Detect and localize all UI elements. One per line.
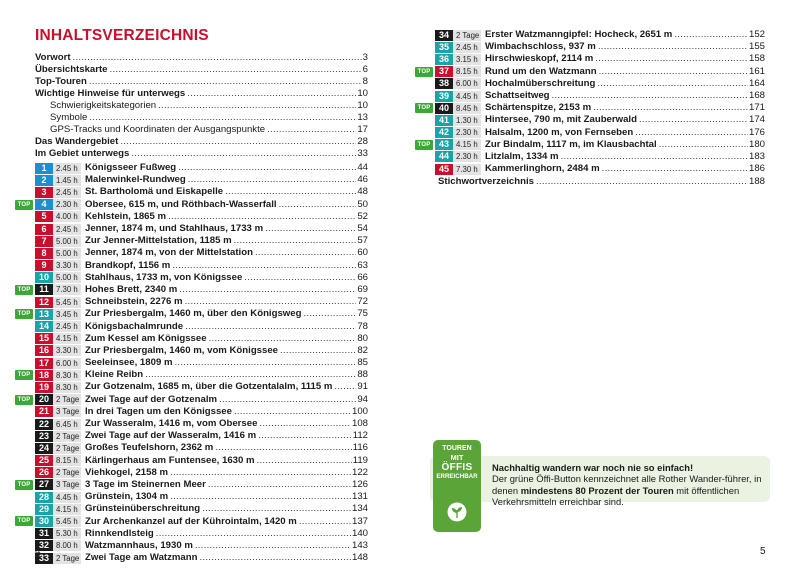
tour-duration: 6.45 h [53,419,81,430]
tour-number: 25 [35,455,53,466]
tour-name: Malerwinkel-Rundweg [85,174,186,186]
toc-entry-page: 10 [357,88,368,99]
tour-entry[interactable] [35,235,368,247]
tour-page: 78 [357,320,368,332]
tour-entry[interactable] [35,430,368,442]
tour-duration: 2.45 h [453,42,481,53]
tour-page: 46 [357,174,368,186]
tour-entry[interactable] [35,211,368,223]
tour-page: 44 [357,162,368,174]
tour-name: Kärlingerhaus am Funtensee, 1630 m [85,454,255,466]
toc-entry[interactable] [35,64,368,76]
tour-page: 75 [357,308,368,320]
toc-entry-page: 3 [362,52,368,63]
toc-general [35,52,368,160]
tour-page: 137 [351,515,368,527]
tour-name: Zwei Tage auf der Gotzenalm [85,393,218,405]
tour-page: 116 [352,442,368,454]
tour-number: 34 [435,30,453,41]
tour-number: 9 [35,260,53,271]
tour-page: 168 [748,90,765,102]
tour-number: 10 [35,272,53,283]
tour-name: Schneibstein, 2276 m [85,296,183,308]
toc-entry-label: GPS-Tracks und Koordinaten der Ausgangspunkte [50,124,266,135]
tour-number: 33 [35,553,53,564]
tour-name: Brandkopf, 1156 m [85,259,171,271]
tour-name: Rund um den Watzmann [485,65,597,77]
tour-page: 186 [748,163,765,175]
tour-name: Zwei Tage am Watzmann [85,552,198,564]
tour-duration: 2 Tage [53,467,81,478]
tour-name: Rinnkendlsteig [85,527,154,539]
tour-page: 134 [351,503,368,515]
tour-duration: 3.15 h [453,54,481,65]
tour-duration: 5.45 h [53,297,81,308]
tour-page: 158 [748,53,765,65]
toc-entry-page: 17 [357,124,368,135]
tour-duration: 7.30 h [453,164,481,175]
info-paragraph-2: mit öffentlichen Verkehrsmitteln erreichbar sind. [492,484,740,507]
toc-entry[interactable] [35,100,368,112]
tour-duration: 8.30 h [53,382,81,393]
tour-name: Hochalmüberschreitung [485,77,596,89]
tour-entry[interactable] [435,78,765,90]
tour-number: 11 [35,284,53,295]
tour-duration: 8.15 h [53,455,81,466]
tour-name: Zwei Tage auf der Wasseralm, 1416 m [85,430,257,442]
toc-entry-label: Wichtige Hinweise für unterwegs [35,88,186,99]
tour-number: 17 [35,358,53,369]
tour-page: 126 [351,478,368,490]
tour-name: Kleine Reibn [85,369,144,381]
tour-page: 94 [357,393,368,405]
tour-list-left [17,162,368,564]
tour-duration: 2 Tage [53,553,81,564]
tour-number: 32 [35,540,53,551]
tour-entry[interactable] [435,90,765,102]
tour-duration: 4.00 h [53,211,81,222]
tour-number: 20 [35,394,53,405]
tour-name: 3 Tage im Steinernen Meer [85,478,206,490]
tour-entry[interactable] [435,163,765,175]
tour-number: 14 [35,321,53,332]
tour-name: Zur Priesbergalm, 1460 m, vom Königssee [85,344,279,356]
tour-duration: 2.45 h [53,321,81,332]
tour-entry[interactable] [35,418,368,430]
tour-name: Viehkogel, 2158 m [85,466,169,478]
tour-name: Watzmannhaus, 1930 m [85,539,193,551]
leaf-icon [447,502,467,522]
tour-page: 176 [748,126,765,138]
tour-page: 164 [748,77,765,89]
tour-name: Litzlalm, 1334 m [485,150,559,162]
tour-number: 30 [35,516,53,527]
tour-entry[interactable] [35,491,368,503]
tour-duration: 8.15 h [453,66,481,77]
toc-entry[interactable] [35,76,368,88]
tour-entry[interactable] [17,393,368,406]
tour-name: Zur Gotzenalm, 1685 m, über die Gotzentalalm, 1115 m [85,381,333,393]
tour-page: 122 [351,466,368,478]
tour-entry[interactable] [35,357,368,369]
tour-page: 72 [357,296,368,308]
badge-line2: MIT [450,453,464,462]
tour-page: 174 [748,114,765,126]
tour-duration: 2 Tage [453,30,481,41]
tour-duration: 2.30 h [453,151,481,162]
tour-page: 63 [357,259,368,271]
tour-duration: 1.30 h [453,115,481,126]
tour-name: Schattseitweg [485,90,550,102]
top-tour-badge: TOP [415,140,433,150]
toc-entry[interactable] [35,88,368,100]
tour-page: 161 [748,65,765,77]
tour-duration: 4.15 h [53,333,81,344]
tour-name: In drei Tagen um den Königssee [85,405,232,417]
tour-entry[interactable] [35,320,368,332]
tour-entry[interactable] [35,260,368,272]
info-text [492,462,762,507]
tour-page: 140 [351,527,368,539]
tour-entry[interactable] [435,127,765,139]
tour-number: 39 [435,91,453,102]
tour-number: 38 [435,78,453,89]
tour-name: Halsalm, 1200 m, von Fernseben [485,126,634,138]
tour-page: 50 [357,198,368,210]
tour-number: 23 [35,431,53,442]
tour-name: Zur Wasseralm, 1416 m, vom Obersee [85,418,258,430]
badge-line3: ÖFFIS [441,462,473,473]
tour-duration: 3.30 h [53,345,81,356]
tour-page: 80 [357,332,368,344]
tour-number: 22 [35,419,53,430]
tour-list-right [417,29,765,175]
tour-page: 171 [748,102,765,114]
tour-entry[interactable] [417,138,765,151]
tour-entry[interactable] [35,333,368,345]
stichwort-page: 188 [748,176,765,187]
tour-duration: 4.45 h [53,492,81,503]
tour-entry[interactable] [435,151,765,163]
tour-entry[interactable] [417,65,765,78]
tour-page: 82 [357,344,368,356]
tour-entry[interactable] [35,552,368,564]
tour-duration: 2.45 h [53,187,81,198]
tour-name: Erster Watzmanngipfel: Hocheck, 2651 m [485,29,673,41]
top-tour-badge: TOP [415,67,433,77]
tour-name: Hirschwieskopf, 2114 m [485,53,594,65]
tour-page: 60 [357,247,368,259]
tour-page: 152 [748,29,765,41]
tour-name: Jenner, 1874 m, und Stahlhaus, 1733 m [85,223,264,235]
tour-entry[interactable] [35,272,368,284]
tour-entry[interactable] [35,247,368,259]
tour-entry[interactable] [35,174,368,186]
tour-entry[interactable] [17,308,368,320]
tour-name: St. Bartholomä und Eiskapelle [85,186,224,198]
tour-number: 37 [435,66,453,77]
tour-duration: 2 Tage [53,443,81,454]
tour-entry[interactable] [417,102,765,114]
tour-name: Seeleinsee, 1809 m [85,357,173,369]
tour-page: 48 [357,186,368,198]
tour-entry[interactable] [35,455,368,467]
tour-page: 54 [357,223,368,235]
tour-entry[interactable] [35,381,368,393]
toc-entry-page: 33 [357,148,368,159]
tour-page: 108 [351,418,368,430]
tour-number: 6 [35,224,53,235]
tour-page: 155 [748,41,765,53]
page-number-right: 5 [760,546,766,557]
toc-entry-label: Vorwort [35,52,71,63]
tour-entry[interactable] [435,114,765,126]
tour-number: 3 [35,187,53,198]
tour-duration: 2.45 h [53,224,81,235]
tour-entry[interactable] [35,223,368,235]
tour-number: 12 [35,297,53,308]
tour-duration: 5.00 h [53,272,81,283]
tour-number: 7 [35,236,53,247]
top-tour-badge: TOP [15,285,33,295]
toc-entry[interactable] [35,52,368,64]
tour-number: 21 [35,406,53,417]
tour-duration: 5.30 h [53,528,81,539]
tour-name: Zur Priesbergalm, 1460 m, über den Königsweg [85,308,302,320]
toc-entry[interactable] [35,136,368,148]
tour-name: Kehlstein, 1865 m [85,210,167,222]
tour-page: 100 [351,405,368,417]
tour-name: Zur Archenkanzel auf der Kührointalm, 1420 m [85,515,297,527]
tour-duration: 2 Tage [53,394,81,405]
tour-entry[interactable] [435,29,765,41]
tour-duration: 5.45 h [53,516,81,527]
tour-duration: 2.45 h [53,163,81,174]
tour-duration: 5.00 h [53,248,81,259]
tour-number: 31 [35,528,53,539]
tour-number: 13 [35,309,53,320]
tour-number: 19 [35,382,53,393]
tour-entry[interactable] [35,186,368,198]
tour-name: Großes Teufelshorn, 2362 m [85,442,214,454]
top-tour-badge: TOP [15,395,33,405]
tour-page: 85 [357,357,368,369]
top-tour-badge: TOP [15,200,33,210]
tour-entry[interactable] [35,406,368,418]
tour-page: 57 [357,235,368,247]
tour-page: 91 [357,381,368,393]
tour-duration: 7.30 h [53,284,81,295]
tour-number: 5 [35,211,53,222]
tour-duration: 3.30 h [53,260,81,271]
top-tour-badge: TOP [15,370,33,380]
tour-name: Kammerlinghorn, 2484 m [485,163,600,175]
info-paragraph-bold: mindestens 80 Prozent der Touren [520,484,674,496]
tour-page: 69 [357,283,368,295]
page-number-left: 4 [35,546,41,557]
tour-duration: 8.45 h [453,103,481,114]
toc-entry-page: 28 [357,136,368,147]
tour-duration: 3 Tage [53,406,81,417]
tour-number: 26 [35,467,53,478]
tour-page: 131 [351,491,368,503]
top-tour-badge: TOP [15,516,33,526]
tour-entry[interactable] [435,53,765,65]
tour-page: 88 [357,369,368,381]
tour-duration: 6.00 h [53,358,81,369]
tour-entry[interactable] [17,369,368,381]
tour-number: 44 [435,151,453,162]
tour-page: 183 [748,150,765,162]
tour-number: 27 [35,479,53,490]
right-page [400,0,800,570]
tour-name: Hintersee, 790 m, mit Zauberwald [485,114,637,126]
tour-number: 18 [35,370,53,381]
tour-entry[interactable] [35,296,368,308]
tour-number: 28 [35,492,53,503]
tour-entry[interactable] [35,162,368,174]
tour-number: 42 [435,127,453,138]
tour-entry[interactable] [17,478,368,491]
info-headline: Nachhaltig wandern war noch nie so einfach! [492,462,694,473]
tour-duration: 4.15 h [453,139,481,150]
tour-entry[interactable] [35,528,368,540]
tour-name: Schärtenspitze, 2153 m [485,102,592,114]
tour-number: 43 [435,139,453,150]
tour-duration: 4.45 h [453,91,481,102]
tour-number: 4 [35,199,53,210]
stichwort-label: Stichwortverzeichnis [438,176,534,187]
toc-entry-page: 8 [362,76,368,87]
tour-name: Obersee, 615 m, und Röthbach-Wasserfall [85,198,277,210]
tour-number: 15 [35,333,53,344]
tour-number: 24 [35,443,53,454]
tour-number: 45 [435,164,453,175]
toc-entry[interactable] [35,112,368,124]
tour-entry[interactable] [35,503,368,515]
tour-name: Grünsteinüberschreitung [85,503,201,515]
tour-name: Grünstein, 1304 m [85,491,169,503]
tour-duration: 1.45 h [53,175,81,186]
tour-number: 35 [435,42,453,53]
tour-number: 40 [435,103,453,114]
tour-name: Königsbachalmrunde [85,320,184,332]
tour-page: 148 [351,552,368,564]
badge-line1: TOUREN [442,445,472,452]
tour-number: 2 [35,175,53,186]
tour-number: 1 [35,163,53,174]
tour-number: 36 [435,54,453,65]
tour-entry[interactable] [35,345,368,357]
tour-duration: 8.30 h [53,370,81,381]
tour-entry[interactable] [17,198,368,211]
tour-number: 16 [35,345,53,356]
oeffi-badge [433,440,481,532]
tour-name: Jenner, 1874 m, von der Mittelstation [85,247,253,259]
tour-entry[interactable] [17,515,368,527]
tour-page: 112 [352,430,368,442]
toc-entry[interactable] [35,148,368,160]
tour-page: 180 [748,138,765,150]
tour-name: Zur Jenner-Mittelstation, 1185 m [85,235,232,247]
tour-number: 29 [35,504,53,515]
badge-line4: ERREICHBAR [436,473,478,480]
tour-duration: 2.30 h [453,127,481,138]
tour-duration: 6.00 h [453,78,481,89]
tour-duration: 2.30 h [53,199,81,210]
tour-page: 66 [357,271,368,283]
tour-name: Wimbachschloss, 937 m [485,41,596,53]
tour-name: Zum Kessel am Königssee [85,332,207,344]
tour-name: Zur Bindalm, 1117 m, im Klausbachtal [485,138,657,150]
tour-entry[interactable] [35,540,368,552]
tour-page: 52 [357,210,368,222]
tour-name: Königsseer Fußweg [85,162,177,174]
top-tour-badge: TOP [15,480,33,490]
tour-entry[interactable] [35,467,368,479]
page-title: INHALTSVERZEICHNIS [35,27,209,44]
toc-entry-label: Im Gebiet unterwegs [35,148,130,159]
toc-entry-label: Schwierigkeitskategorien [50,100,157,111]
toc-entry-label: Symbole [50,112,88,123]
top-tour-badge: TOP [415,103,433,113]
tour-duration: 5.00 h [53,236,81,247]
tour-duration: 8.00 h [53,540,81,551]
tour-page: 143 [351,539,368,551]
tour-entry[interactable] [435,41,765,53]
tour-number: 41 [435,115,453,126]
tour-number: 8 [35,248,53,259]
toc-entry-page: 6 [362,64,368,75]
toc-entry-page: 13 [357,112,368,123]
toc-entry-label: Das Wandergebiet [35,136,119,147]
info-paragraph-1: Der grüne Öffi-Button kennzeichnet alle Rother Wander-führer, in denen [492,473,762,496]
stichwort-entry[interactable] [438,176,765,188]
tour-entry[interactable] [35,442,368,454]
tour-name: Hohes Brett, 2340 m [85,283,178,295]
toc-entry[interactable] [35,124,368,136]
tour-entry[interactable] [17,283,368,296]
tour-duration: 2 Tage [53,431,81,442]
tour-duration: 3 Tage [53,479,81,490]
top-tour-badge: TOP [15,309,33,319]
toc-entry-label: Top-Touren [35,76,87,87]
toc-entry-label: Übersichtskarte [35,64,108,75]
tour-name: Stahlhaus, 1733 m, von Königssee [85,271,243,283]
tour-duration: 3.45 h [53,309,81,320]
tour-page: 119 [352,454,368,466]
tour-duration: 4.15 h [53,504,81,515]
toc-entry-page: 10 [357,100,368,111]
